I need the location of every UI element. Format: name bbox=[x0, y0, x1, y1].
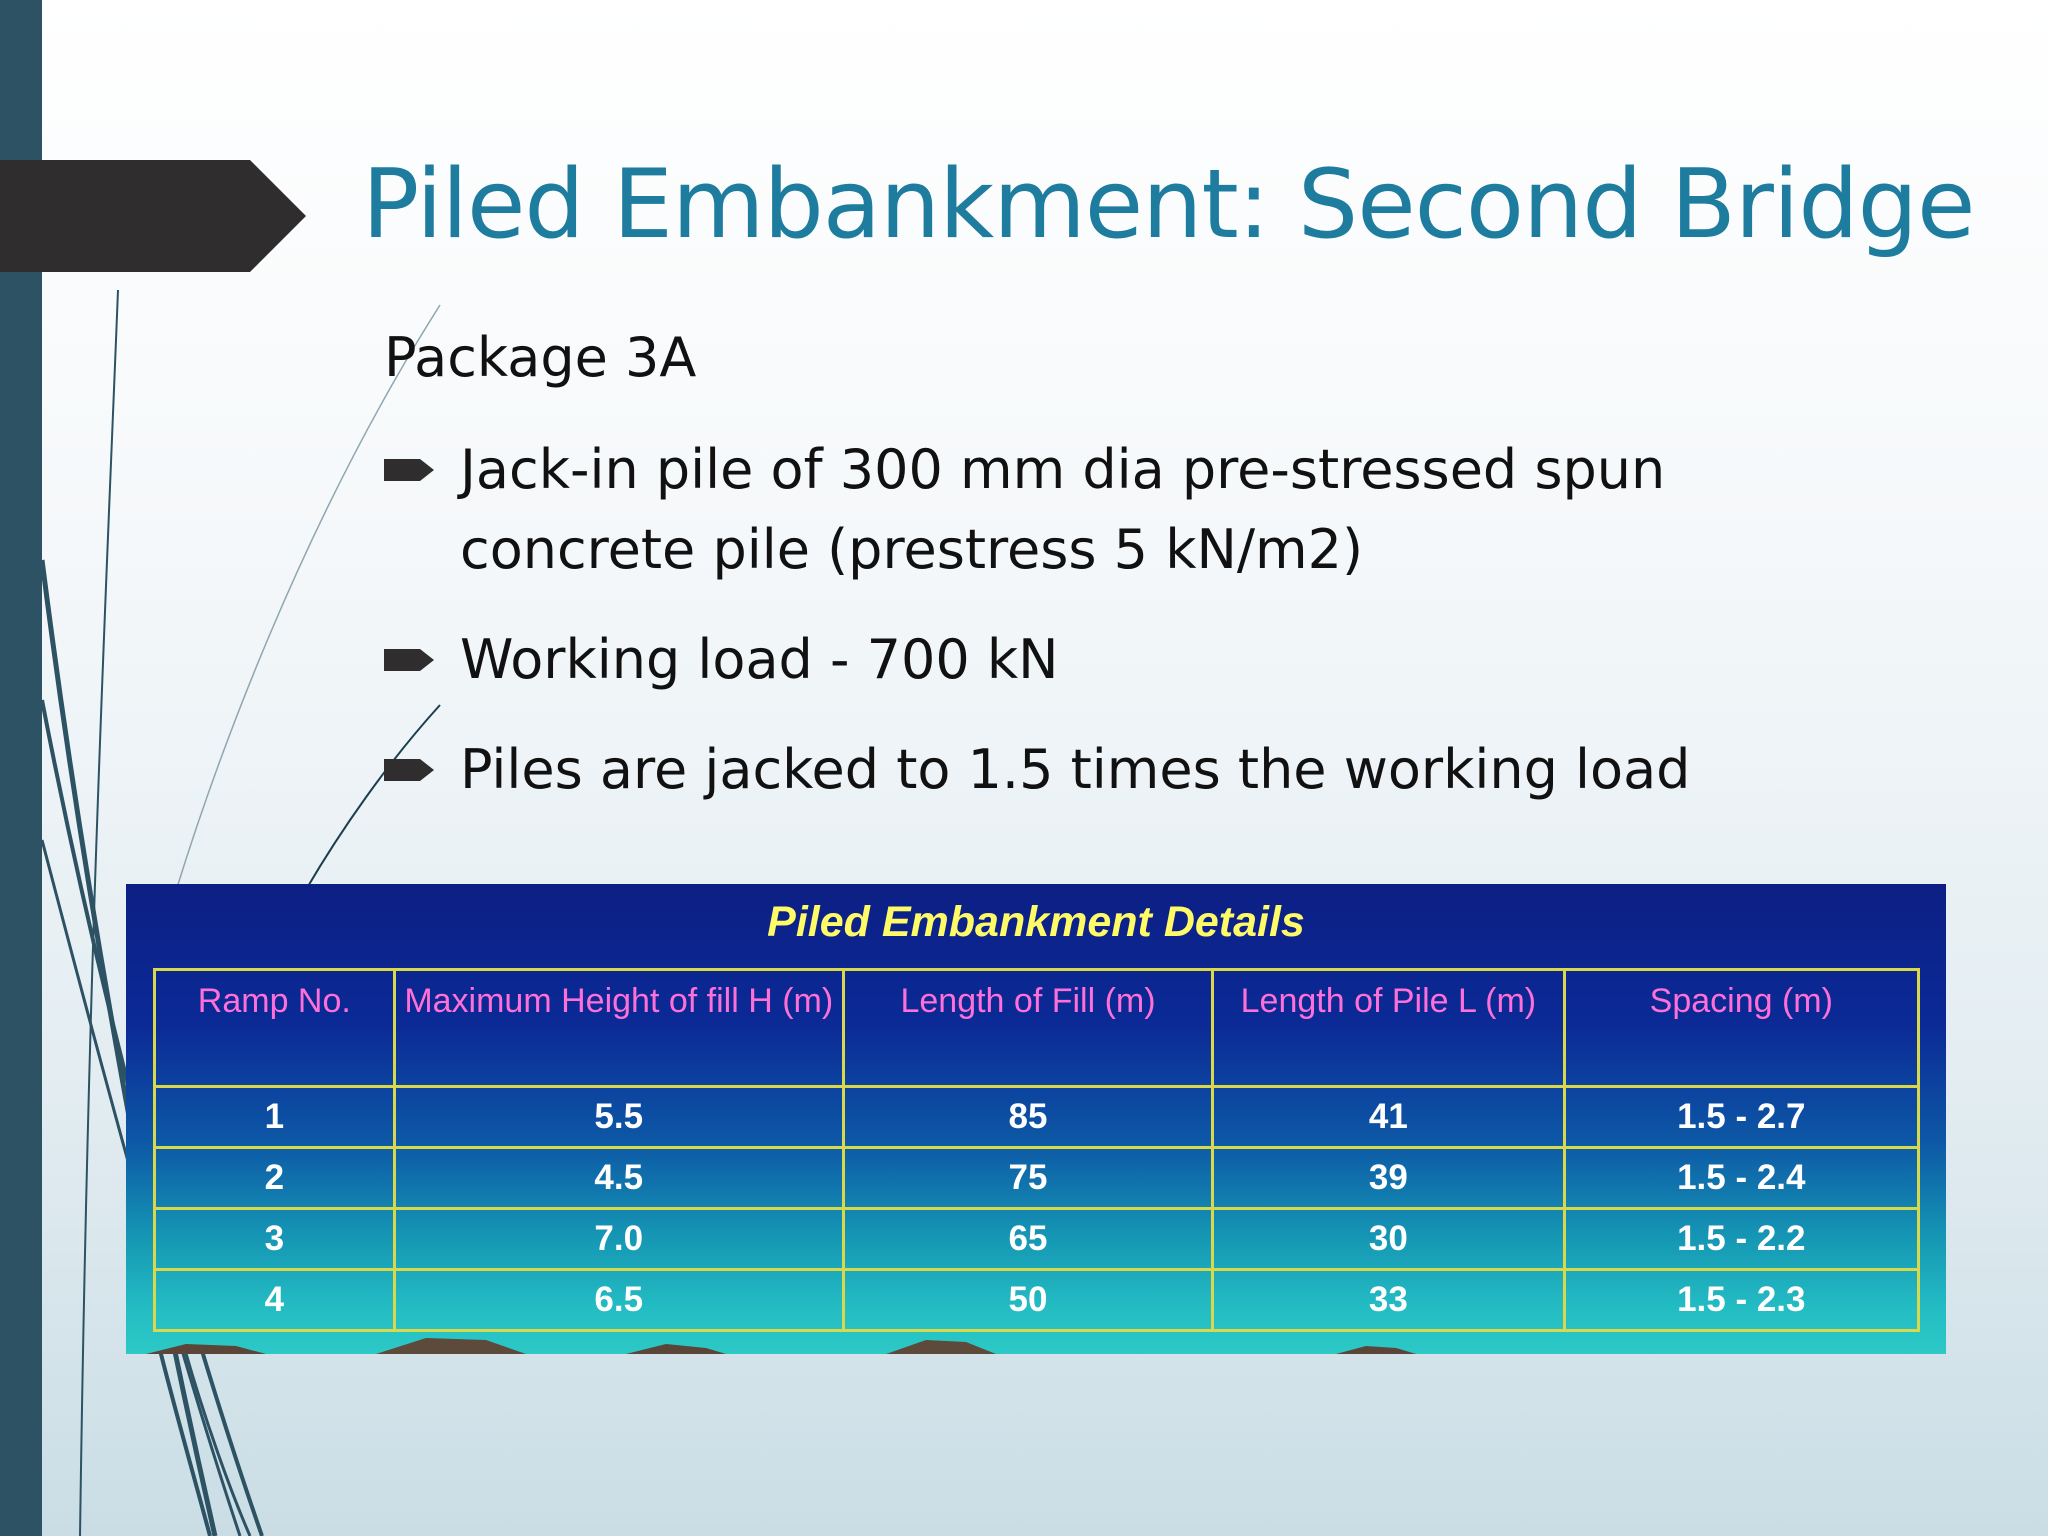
package-label: Package 3A bbox=[384, 326, 697, 389]
bullet-text: Jack-in pile of 300 mm dia pre-stressed spun concrete pile (prestress 5 kN/m2) bbox=[460, 438, 1666, 581]
header-spacing: Spacing (m) bbox=[1564, 970, 1918, 1087]
cell-length-pile: 41 bbox=[1213, 1087, 1564, 1148]
cell-length-pile: 39 bbox=[1213, 1148, 1564, 1209]
cell-ramp-no: 3 bbox=[155, 1209, 395, 1270]
table-row bbox=[155, 1209, 1919, 1270]
pointer-bullet-icon bbox=[384, 757, 436, 783]
cell-max-height: 4.5 bbox=[394, 1148, 843, 1209]
table-header-row bbox=[155, 970, 1919, 1087]
bullet-text: Piles are jacked to 1.5 times the working load bbox=[460, 738, 1691, 801]
slide-title: Piled Embankment: Second Bridge bbox=[362, 150, 1975, 260]
cell-ramp-no: 2 bbox=[155, 1148, 395, 1209]
header-ramp-no: Ramp No. bbox=[155, 970, 395, 1087]
cell-length-fill: 50 bbox=[843, 1270, 1212, 1331]
cell-max-height: 5.5 bbox=[394, 1087, 843, 1148]
cell-max-height: 7.0 bbox=[394, 1209, 843, 1270]
cell-ramp-no: 1 bbox=[155, 1087, 395, 1148]
header-length-pile: Length of Pile L (m) bbox=[1213, 970, 1564, 1087]
details-table bbox=[153, 968, 1920, 1332]
bullet-item bbox=[384, 620, 1804, 700]
title-arrow-shape bbox=[0, 160, 306, 272]
rock-silhouettes bbox=[126, 1334, 1946, 1354]
cell-length-fill: 65 bbox=[843, 1209, 1212, 1270]
cell-length-fill: 75 bbox=[843, 1148, 1212, 1209]
pointer-bullet-icon bbox=[384, 647, 436, 673]
bullet-text: Working load - 700 kN bbox=[460, 628, 1059, 691]
cell-length-pile: 30 bbox=[1213, 1209, 1564, 1270]
pointer-bullet-icon bbox=[384, 457, 436, 483]
cell-spacing: 1.5 - 2.3 bbox=[1564, 1270, 1918, 1331]
cell-spacing: 1.5 - 2.4 bbox=[1564, 1148, 1918, 1209]
cell-max-height: 6.5 bbox=[394, 1270, 843, 1331]
table-title: Piled Embankment Details bbox=[767, 898, 1305, 946]
header-max-height: Maximum Height of fill H (m) bbox=[394, 970, 843, 1087]
bullet-item bbox=[384, 730, 1804, 810]
bullet-list bbox=[384, 430, 1804, 840]
table-image-panel bbox=[126, 884, 1946, 1354]
cell-ramp-no: 4 bbox=[155, 1270, 395, 1331]
cell-length-pile: 33 bbox=[1213, 1270, 1564, 1331]
table-row bbox=[155, 1148, 1919, 1209]
bullet-item bbox=[384, 430, 1804, 590]
cell-spacing: 1.5 - 2.7 bbox=[1564, 1087, 1918, 1148]
header-length-fill: Length of Fill (m) bbox=[843, 970, 1212, 1087]
table-row bbox=[155, 1270, 1919, 1331]
table-row bbox=[155, 1087, 1919, 1148]
cell-length-fill: 85 bbox=[843, 1087, 1212, 1148]
cell-spacing: 1.5 - 2.2 bbox=[1564, 1209, 1918, 1270]
